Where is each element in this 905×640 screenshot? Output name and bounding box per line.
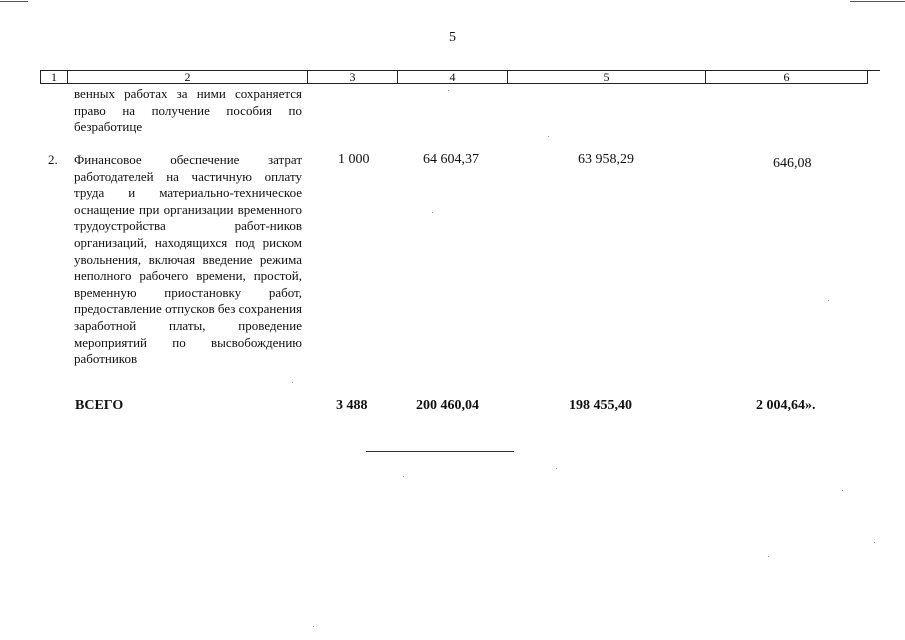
total-col3-value: 3 488 (336, 398, 368, 413)
header-cell-1: 1 (40, 70, 68, 84)
row-col5-value: 63 958,29 (578, 152, 634, 167)
total-label: ВСЕГО (75, 398, 124, 413)
header-cell-3: 3 (308, 70, 398, 84)
total-col6-value: 2 004,64». (756, 398, 816, 413)
header-cell-4: 4 (398, 70, 508, 84)
header-edge-line (868, 70, 880, 71)
scan-edge-mark (850, 1, 905, 2)
row-col3-value: 1 000 (338, 152, 370, 167)
scan-speck (556, 468, 557, 469)
scan-speck (448, 90, 449, 91)
scan-speck (768, 556, 769, 557)
continuation-text: венных работах за ними сохраняется право на получение пособия по безработице (74, 86, 302, 135)
scan-speck (548, 136, 549, 137)
scan-speck (292, 382, 293, 383)
scan-speck (842, 490, 843, 491)
scan-speck (432, 212, 433, 213)
scan-speck (874, 542, 875, 543)
header-cell-2: 2 (68, 70, 308, 84)
scan-speck (403, 476, 404, 477)
closing-rule (366, 451, 514, 452)
scan-edge-mark (0, 1, 28, 2)
row-description: Финансовое обеспечение затрат работодателей на частичную оплату труда и материально-техническое оснащение при организации временного трудоустройства работ-ников организаций, находящихся под риском увольнения, включая введение режима неполного рабочего времени, простой, временную приостановку работ, предоставление отпусков без сохранения заработной платы, проведение мероприятий по высвобождению работников (74, 152, 302, 367)
row-number: 2. (48, 152, 58, 167)
row-col4-value: 64 604,37 (423, 152, 479, 167)
total-col5-value: 198 455,40 (569, 398, 632, 413)
header-cell-6: 6 (706, 70, 868, 84)
header-cell-5: 5 (508, 70, 706, 84)
scan-speck (313, 626, 314, 627)
scan-speck (828, 300, 829, 301)
row-col6-value: 646,08 (773, 156, 812, 171)
page-number: 5 (449, 30, 456, 45)
total-col4-value: 200 460,04 (416, 398, 479, 413)
